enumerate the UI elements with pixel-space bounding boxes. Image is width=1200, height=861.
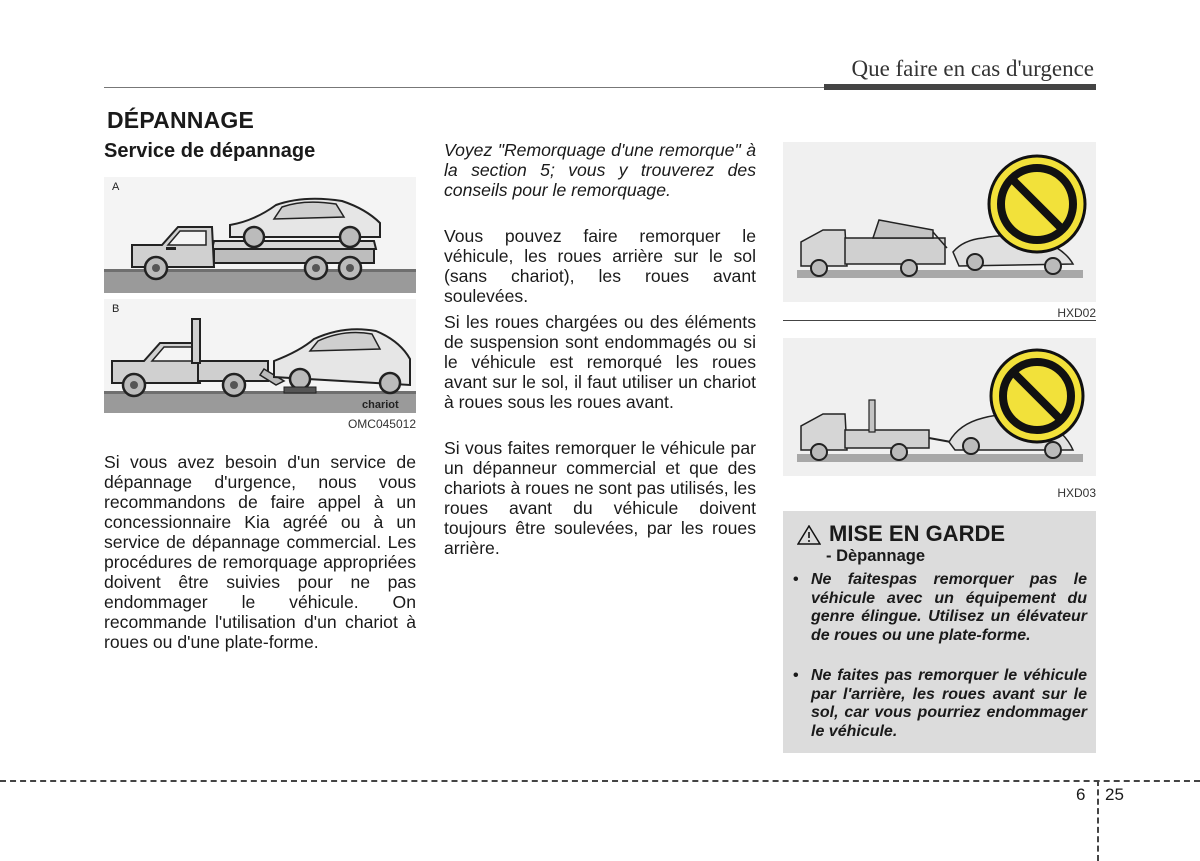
sling-tow-illustration (783, 142, 1096, 302)
header-rule-accent (824, 84, 1096, 90)
footer-rule (0, 780, 1200, 782)
col1-paragraph: Si vous avez besoin d'un service de dépannage d'urgence, nous vous recommandons de faire appel à un concessionnaire Kia agréé ou à un service de dépannage commercial. Les procédures de remorquage appropriées doivent être suivies pour ne pas endommager le véhicule. On recommande l'utilisation d'un chariot à roues ou d'une plate-forme. (104, 452, 416, 652)
image1-code: HXD02 (1057, 306, 1096, 320)
warning-box (783, 511, 1096, 753)
running-header: Que faire en cas d'urgence (851, 56, 1094, 81)
page-number: 25 (1105, 785, 1124, 804)
figure-label-a: A (112, 181, 120, 193)
image-divider (783, 320, 1096, 321)
warning-title: MISE EN GARDE (829, 521, 1006, 546)
col2-paragraph-4: Si vous faites remorquer le véhicule par un dépanneur commercial et que des chariots à roues ne sont pas utilisés, les roues avant du véhicule doivent toujours être soulevées, par les roues arrière. (444, 438, 756, 558)
prohibited-sling-tow-image (783, 142, 1096, 302)
image2-code: HXD03 (1057, 486, 1096, 500)
bullet: • (793, 667, 799, 684)
towing-methods-figure (104, 177, 416, 433)
warning-item (793, 667, 1087, 741)
section-title: DÉPANNAGE (107, 107, 255, 133)
chapter-number: 6 (1076, 785, 1086, 804)
chariot-label: chariot (362, 399, 399, 411)
col2-paragraph-3: Si les roues chargées ou des éléments de suspension sont endommagés ou si le véhicule est remorqué les roues avant sur le sol, il faut utiliser un chariot à roues sous les roues avant. (444, 312, 756, 412)
warning-subtitle: - Dèpannage (826, 547, 926, 565)
figure-panel-a (104, 177, 416, 293)
footer-divider (1097, 780, 1099, 861)
rear-tow-illustration (783, 338, 1096, 476)
figure-panel-b (104, 299, 416, 413)
col2-paragraph-2: Vous pouvez faire remorquer le véhicule, les roues arrière sur le sol (sans chariot), les roues avant soulevées. (444, 226, 756, 306)
figure-label-b: B (112, 303, 120, 315)
prohibited-rear-tow-image (783, 338, 1096, 476)
warning-triangle-icon (797, 525, 821, 545)
flatbed-truck-illustration (104, 177, 416, 293)
warning-item-text: Ne faitespas remorquer pas le véhicule avec un équipement du genre élingue. Utilisez un élévateur de roues ou une plate-forme. (811, 571, 1087, 644)
header-rule (104, 87, 824, 88)
subsection-title: Service de dépannage (104, 140, 316, 162)
wheel-lift-tow-illustration (104, 299, 416, 413)
bullet: • (793, 571, 799, 588)
col2-paragraph-1: Voyez "Remorquage d'une remorque" à la section 5; vous y trouverez des conseils pour le remorquage. (444, 140, 756, 200)
warning-item-text: Ne faites pas remorquer le véhicule par l'arrière, les roues avant sur le sol, car vous pourriez endommager le véhicule. (811, 667, 1087, 740)
warning-item (793, 571, 1087, 645)
figure-code: OMC045012 (347, 417, 416, 431)
